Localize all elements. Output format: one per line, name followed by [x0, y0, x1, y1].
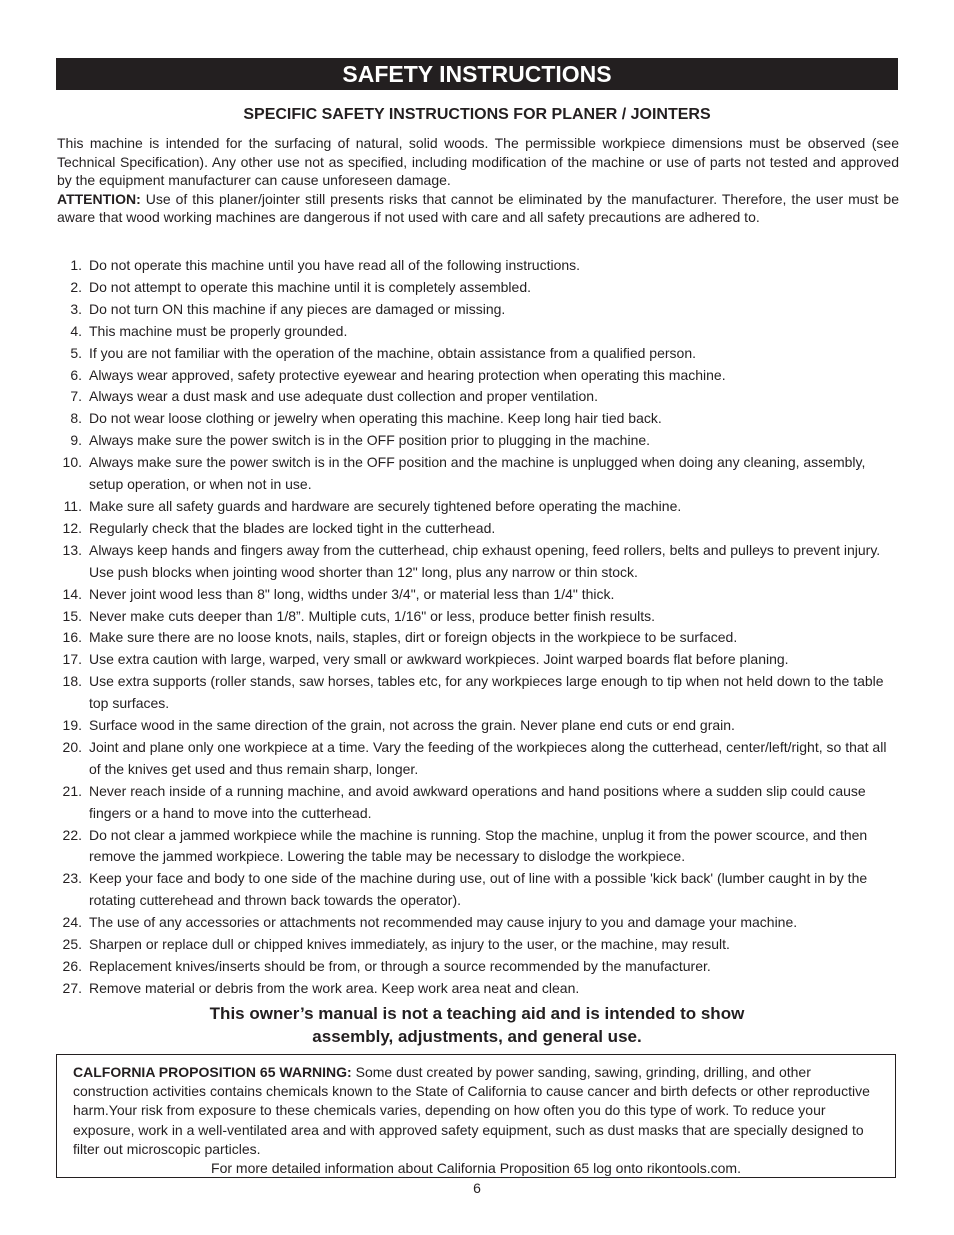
intro-paragraph: This machine is intended for the surfacing of natural, solid woods. The permissible workpiece dimensions must be observed (see Technical Specification). Any other use not as specified, including modification of the machine or use of parts not tested and approved by the equipment manufacturer can cause unforeseen damage. [57, 135, 899, 189]
rule-text: This machine must be properly grounded. [89, 322, 348, 339]
rule-number: 7. [70, 388, 82, 405]
rule-text: Always make sure the power switch is in the OFF position and the machine is unplugged when doing any cleaning, assembly, setup operation, or when not in use. [89, 454, 866, 493]
safety-rule-item [58, 518, 898, 540]
rule-number: 1. [70, 257, 82, 273]
safety-rule-item [58, 781, 898, 825]
rule-text: Do not operate this machine until you have read all of the following instructions. [89, 257, 581, 273]
rule-text: Always make sure the power switch is in the OFF position prior to plugging in the machine. [89, 432, 651, 449]
manual-disclaimer [0, 1002, 954, 1048]
rule-text: The use of any accessories or attachments not recommended may cause injury to you and damage your machine. [89, 914, 798, 931]
rule-number: 23. [62, 870, 82, 887]
attention-text: Use of this planer/jointer still presents risks that cannot be eliminated by the manufacturer. Therefore, the user must be aware that wood working machines are dangerous if not used with care and all safety precautions are adhered to. [57, 190, 899, 226]
safety-rule-item [58, 430, 898, 452]
rule-text: Always keep hands and fingers away from the cutterhead, chip exhaust opening, feed rollers, belts and pulleys to prevent injury. Use push blocks when jointing wood shorter than 12" long, plus any narrow or thin stock. [89, 541, 881, 580]
rule-number: 5. [70, 344, 82, 361]
safety-rule-item [58, 934, 898, 956]
safety-rule-item [58, 540, 898, 584]
rule-text: Always wear a dust mask and use adequate dust collection and proper ventilation. [89, 388, 598, 405]
rule-number: 18. [62, 673, 82, 690]
rule-text: Use extra caution with large, warped, very small or awkward workpieces. Joint warped boards flat before planing. [89, 651, 789, 668]
rule-number: 12. [62, 519, 82, 536]
rule-number: 22. [62, 826, 82, 843]
safety-rule-item [58, 299, 898, 321]
attention-paragraph [57, 190, 899, 227]
rule-text: Do not attempt to operate this machine until it is completely assembled. [89, 278, 531, 295]
safety-rule-item [58, 452, 898, 496]
rule-number: 4. [70, 322, 82, 339]
disclaimer-line-2: assembly, adjustments, and general use. [312, 1027, 642, 1046]
rule-text: Sharpen or replace dull or chipped knives immediately, as injury to the user, or the machine, may result. [89, 936, 730, 953]
rule-number: 25. [62, 936, 82, 953]
page-number: 6 [473, 1180, 481, 1196]
rule-number: 8. [70, 410, 82, 427]
rule-text: Do not clear a jammed workpiece while the machine is running. Stop the machine, unplug it from the power scource, and then remove the jammed workpiece. Lowering the table may be necessary to dislodge the workpiece. [89, 826, 868, 865]
rule-text: Never reach inside of a running machine, and avoid awkward operations and hand positions where a sudden slip could cause fingers or a hand to move into the cutterhead. [89, 782, 866, 821]
rule-text: Joint and plane only one workpiece at a time. Vary the feeding of the workpieces along the cutterhead, center/left/right, so that all of the knives get used and thus remain sharp, longer. [89, 738, 887, 777]
safety-rule-item [58, 627, 898, 649]
safety-rule-item [58, 978, 898, 1000]
rule-text: Never make cuts deeper than 1/8”. Multiple cuts, 1/16" or less, produce better finish results. [89, 607, 656, 624]
safety-rule-item [58, 365, 898, 387]
safety-rule-item [58, 606, 898, 628]
rule-number: 17. [62, 651, 82, 668]
safety-rule-item [58, 386, 898, 408]
safety-rule-item [58, 277, 898, 299]
rule-text: Surface wood in the same direction of the grain, not across the grain. Never plane end cuts or end grain. [89, 717, 735, 734]
safety-rule-item [58, 737, 898, 781]
rule-text: Use extra supports (roller stands, saw horses, tables etc, for any workpieces large enough to tip when not held down to the table top surfaces. [89, 673, 884, 712]
safety-rules-list [58, 255, 898, 1000]
rule-number: 20. [62, 738, 82, 755]
safety-rule-item [58, 912, 898, 934]
rule-text: Always wear approved, safety protective eyewear and hearing protection when operating this machine. [89, 366, 726, 383]
rule-number: 27. [62, 979, 82, 996]
rule-number: 3. [70, 300, 82, 317]
safety-rule-item [58, 343, 898, 365]
rule-text: Do not turn ON this machine if any pieces are damaged or missing. [89, 300, 506, 317]
safety-rule-item [58, 255, 898, 277]
safety-rule-item [58, 321, 898, 343]
rule-number: 15. [62, 607, 82, 624]
rule-number: 11. [63, 497, 82, 514]
prop65-text: Some dust created by power sanding, sawing, grinding, drilling, and other construction activities contains chemicals known to the State of California to cause cancer and birth defects or other reproductive harm.Your risk from exposure to these chemicals varies, depending on how often you do this type of work. To reduce your exposure, work in a well-ventilated area and with approved safety equipment, such as dust masks that are specially designed to filter out microscopic particles. [73, 1064, 870, 1157]
rule-text: Make sure there are no loose knots, nails, staples, dirt or foreign objects in the workpiece to be surfaced. [89, 629, 738, 646]
rule-text: Never joint wood less than 8" long, widths under 3/4", or material less than 1/4" thick. [89, 585, 615, 602]
safety-rule-item [58, 671, 898, 715]
safety-rule-item [58, 584, 898, 606]
prop65-label: CALFORNIA PROPOSITION 65 WARNING: [73, 1064, 352, 1080]
safety-rule-item [58, 715, 898, 737]
attention-label: ATTENTION: [57, 190, 141, 207]
rule-number: 21. [62, 782, 82, 799]
section-subtitle: SPECIFIC SAFETY INSTRUCTIONS FOR PLANER / JOINTERS [243, 106, 711, 123]
rule-number: 9. [70, 432, 82, 449]
safety-rule-item [58, 868, 898, 912]
prop65-warning-box [56, 1054, 896, 1178]
rule-text: Remove material or debris from the work area. Keep work area neat and clean. [89, 979, 580, 996]
rule-text: Do not wear loose clothing or jewelry when operating this machine. Keep long hair tied back. [89, 410, 662, 427]
rule-number: 14. [62, 585, 82, 602]
intro-text [57, 134, 899, 227]
rule-text: Regularly check that the blades are locked tight in the cutterhead. [89, 519, 496, 536]
safety-rule-item [58, 496, 898, 518]
prop65-more-info: For more detailed information about California Proposition 65 log onto rikontools.com. [211, 1160, 741, 1177]
rule-text: If you are not familiar with the operation of the machine, obtain assistance from a qualified person. [89, 344, 697, 361]
rule-text: Replacement knives/inserts should be from, or through a source recommended by the manufacturer. [89, 958, 711, 974]
rule-number: 16. [62, 629, 82, 646]
rule-number: 26. [62, 958, 82, 974]
rule-number: 6. [70, 366, 82, 383]
safety-rule-item [58, 825, 898, 869]
rule-number: 24. [62, 914, 82, 931]
safety-rule-item [58, 956, 898, 978]
disclaimer-line-1: This owner’s manual is not a teaching aid and is intended to show [209, 1004, 745, 1023]
rule-number: 2. [70, 278, 82, 295]
rule-number: 19. [62, 717, 82, 734]
safety-rule-item [58, 649, 898, 671]
rule-text: Make sure all safety guards and hardware are securely tightened before operating the machine. [89, 497, 682, 514]
page-title: SAFETY INSTRUCTIONS [56, 58, 898, 90]
safety-rule-item [58, 408, 898, 430]
rule-text: Keep your face and body to one side of the machine during use, out of line with a possible 'kick back' (lumber caught in by the rotating cutterehead and thrown back towards the operator). [89, 870, 868, 909]
rule-number: 13. [62, 541, 82, 558]
rule-number: 10. [62, 454, 82, 471]
